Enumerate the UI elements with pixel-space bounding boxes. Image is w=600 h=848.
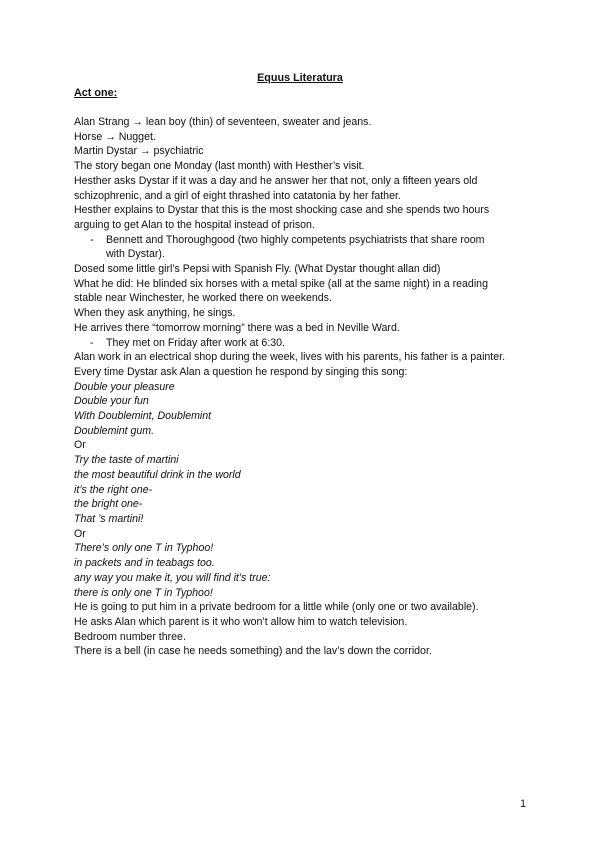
text-line: Hesther asks Dystar if it was a day and he answer her that not, only a fifteen years old — [74, 174, 478, 187]
text-line: Or — [74, 527, 86, 540]
text-line: stable near Winchester, he worked there on weekends. — [74, 292, 332, 305]
text-line: Alan Strang → lean boy (thin) of seventeen, sweater and jeans. — [74, 116, 372, 128]
section-heading: Act one: — [74, 87, 118, 99]
bullet-text-continued: with Dystar). — [106, 248, 165, 261]
page-number: 1 — [520, 798, 526, 810]
song-lyric-line: Double your fun — [74, 395, 149, 408]
bullet-item — [74, 233, 544, 262]
text-line: Horse → Nugget. — [74, 130, 156, 143]
text-line: There is a bell (in case he needs something) and the lav’s down the corridor. — [74, 645, 432, 658]
song-lyric-line: it’s the right one- — [74, 483, 153, 496]
text-line: He is going to put him in a private bedroom for a little while (only one or two available). — [74, 601, 479, 614]
text-line: Alan work in an electrical shop during the week, lives with his parents, his father is a painter. — [74, 351, 506, 364]
song-lyric-line: That ’s martini! — [74, 512, 144, 525]
text-line: Dosed some little girl’s Pepsi with Spanish Fly. (What Dystar thought allan did) — [74, 263, 441, 276]
song-lyric-line: in packets and in teabags too. — [74, 557, 215, 570]
song-lyric-line: the bright one- — [74, 498, 143, 511]
song-lyric-line: there is only one T in Typhoo! — [74, 586, 213, 599]
bullet-text: Bennett and Thoroughgood (two highly competents psychiatrists that share room — [106, 233, 485, 246]
song-lyric-line: Doublemint gum. — [74, 424, 155, 437]
text-line: When they ask anything, he sings. — [74, 307, 236, 320]
text-line: What he did: He blinded six horses with a metal spike (all at the same night) in a reading — [74, 277, 488, 290]
text-line: Martin Dystar → psychiatric — [74, 145, 204, 158]
document-body — [74, 115, 544, 659]
bullet-item — [74, 336, 544, 351]
bullet-text: They met on Friday after work at 6:30. — [106, 336, 285, 349]
text-line: Hesther explains to Dystar that this is the most shocking case and she spends two hours — [74, 204, 490, 217]
text-line: Or — [74, 439, 86, 452]
text-line: Bedroom number three. — [74, 630, 186, 643]
song-lyric-line: With Doublemint, Doublemint — [74, 410, 212, 423]
text-line: arguing to get Alan to the hospital instead of prison. — [74, 218, 315, 231]
song-lyric-line: any way you make it, you will find it’s true: — [74, 571, 271, 584]
song-lyric-line: Double your pleasure — [74, 380, 175, 393]
song-lyric-line: Try the taste of martini — [74, 454, 179, 467]
text-line: The story began one Monday (last month) with Hesther’s visit. — [74, 160, 365, 173]
song-lyric-line: There’s only one T in Typhoo! — [74, 542, 214, 555]
bullet-dash: - — [90, 233, 94, 246]
text-line: schizophrenic, and a girl of eight thrashed into catatonia by her father. — [74, 189, 401, 202]
document-title: Equus Literatura — [257, 72, 343, 84]
bullet-dash: - — [90, 336, 94, 349]
song-lyric-line: the most beautiful drink in the world — [74, 468, 241, 481]
text-line: He arrives there “tomorrow morning” there was a bed in Neville Ward. — [74, 321, 400, 334]
text-line: Every time Dystar ask Alan a question he respond by singing this song: — [74, 365, 408, 378]
text-line: He asks Alan which parent is it who won’t allow him to watch television. — [74, 615, 408, 628]
